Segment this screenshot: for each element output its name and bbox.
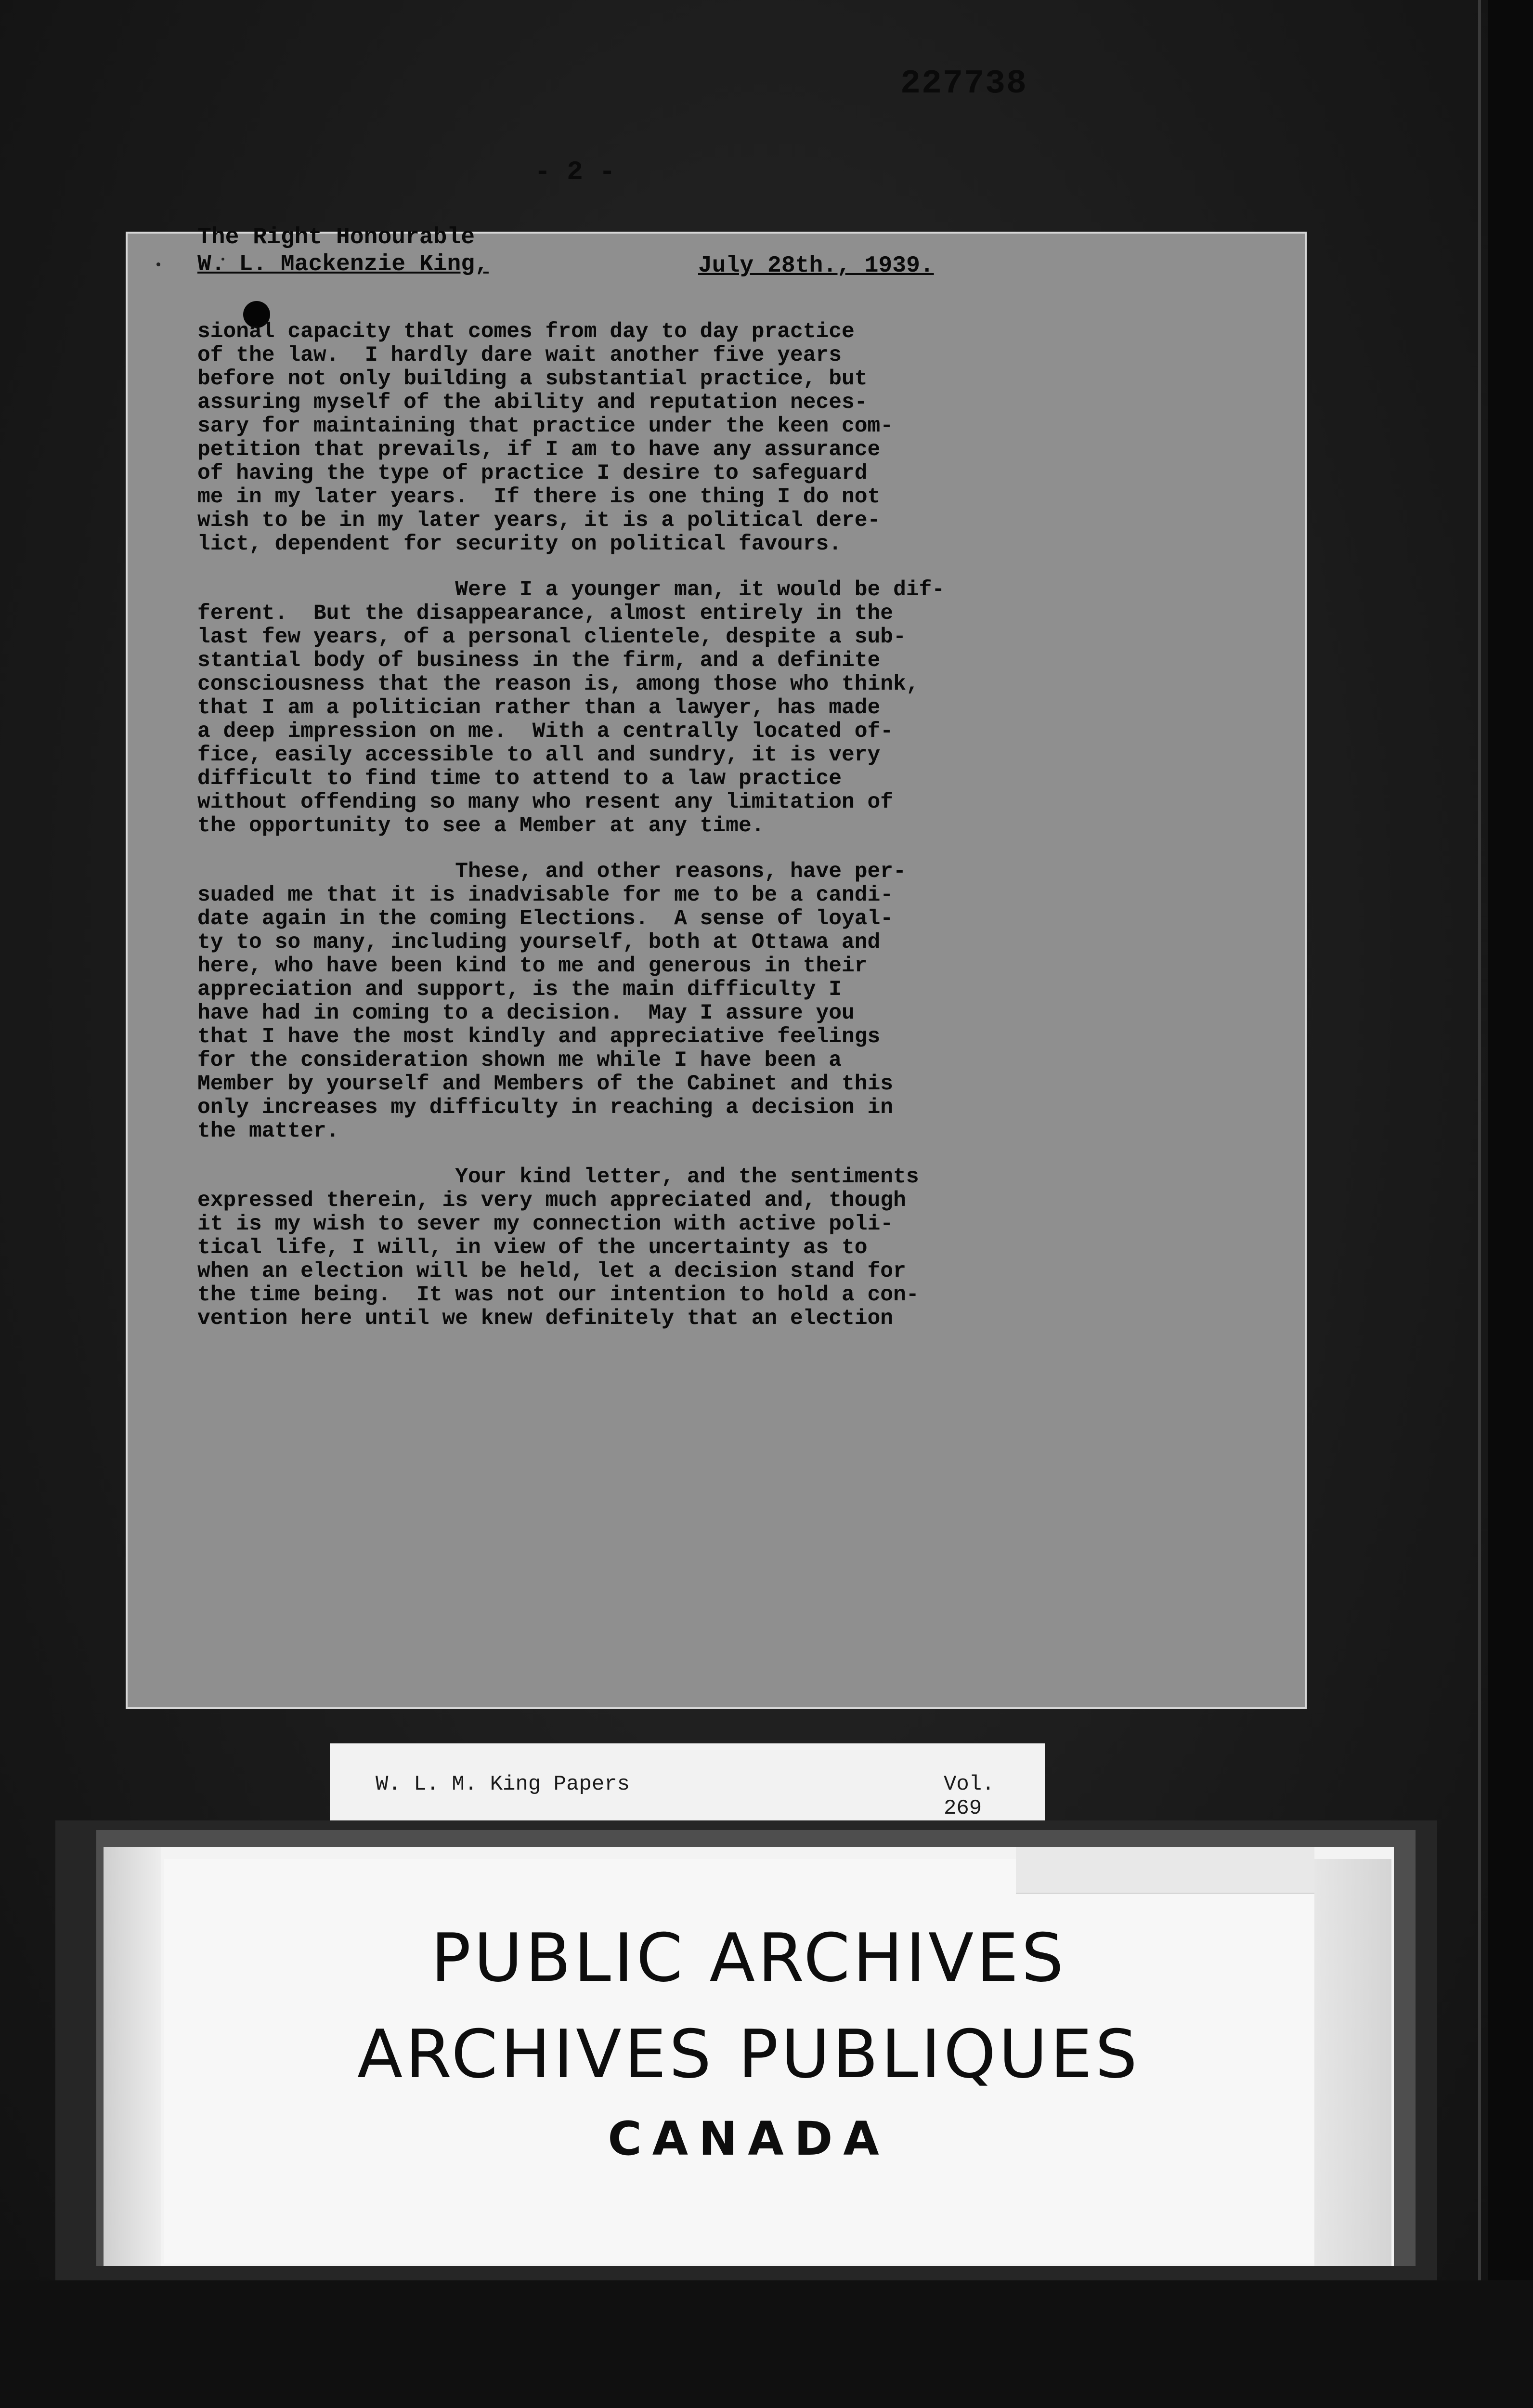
- letter-line: Member by yourself and Members of the Cabinet and this: [197, 1072, 894, 1096]
- letter-line: a deep impression on me. With a centrally located of-: [197, 720, 894, 744]
- film-edge-line: [1478, 0, 1481, 2408]
- letter-line: wish to be in my later years, it is a political dere-: [197, 509, 881, 533]
- letter-line: sary for maintaining that practice under the keen com-: [197, 414, 894, 438]
- letter-date: July 28th., 1939.: [698, 253, 934, 279]
- letter-line: assuring myself of the ability and reputation neces-: [197, 391, 868, 415]
- archives-title-en: PUBLIC ARCHIVES: [430, 1919, 1067, 1997]
- letter-line: ferent. But the disappearance, almost entirely in the: [197, 602, 894, 626]
- letter-paragraph: [197, 578, 1151, 838]
- letter-line: sional capacity that comes from day to day practice: [197, 320, 855, 344]
- letter-paragraph: [197, 1165, 1151, 1331]
- letter-line: the opportunity to see a Member at any time.: [197, 814, 765, 838]
- letter-paragraph: [197, 860, 1151, 1143]
- addressee-name: W. L. Mackenzie King,: [197, 251, 489, 277]
- letter-line: tical life, I will, in view of the uncertainty as to: [197, 1236, 868, 1260]
- letter-line: ty to so many, including yourself, both at Ottawa and: [197, 930, 881, 955]
- film-bottom-strip: [0, 2280, 1533, 2408]
- letter-body: [197, 320, 1151, 1353]
- letter-line: lict, dependent for security on political favours.: [197, 532, 842, 556]
- film-edge: [1488, 0, 1533, 2408]
- addressee: [197, 224, 631, 278]
- letter-line: the time being. It was not our intention to hold a con-: [197, 1283, 919, 1307]
- letter-line: before not only building a substantial practice, but: [197, 367, 868, 391]
- letter-line: Your kind letter, and the sentiments: [197, 1165, 919, 1189]
- letter-line: the matter.: [197, 1119, 339, 1143]
- archives-title-fr: ARCHIVES PUBLIQUES: [357, 2015, 1141, 2093]
- addressee-title: The Right Honourable: [197, 224, 475, 250]
- letter-line: difficult to find time to attend to a law practice: [197, 767, 842, 791]
- letter-line: that I am a politician rather than a lawyer, has made: [197, 696, 881, 720]
- collection-name: W. L. M. King Papers: [376, 1772, 630, 1796]
- letter-line: that I have the most kindly and appreciative feelings: [197, 1025, 881, 1049]
- letter-line: fice, easily accessible to all and sundry, it is very: [197, 743, 881, 767]
- letter-line: have had in coming to a decision. May I assure you: [197, 1001, 855, 1025]
- letter-line: here, who have been kind to me and generous in their: [197, 954, 868, 978]
- letter-line: of the law. I hardly dare wait another five years: [197, 343, 842, 367]
- document-number: 227738: [900, 65, 1028, 103]
- letter-line: stantial body of business in the firm, and a definite: [197, 649, 881, 673]
- letter-paragraph: [197, 320, 1151, 556]
- letter-line: expressed therein, is very much appreciated and, though: [197, 1189, 906, 1213]
- letter-line: last few years, of a personal clientele, despite a sub-: [197, 625, 906, 649]
- paper-speck: [156, 262, 160, 266]
- archives-country: CANADA: [608, 2112, 890, 2166]
- letter-line: when an election will be held, let a decision stand for: [197, 1259, 906, 1283]
- letter-line: date again in the coming Elections. A sense of loyal-: [197, 907, 894, 931]
- letter-line: These, and other reasons, have per-: [197, 860, 906, 884]
- letter-line: Were I a younger man, it would be dif-: [197, 578, 945, 602]
- letter-line: appreciation and support, is the main difficulty I: [197, 978, 842, 1002]
- letter-line: suaded me that it is inadvisable for me to be a candi-: [197, 883, 894, 907]
- letter-line: consciousness that the reason is, among those who think,: [197, 672, 919, 696]
- letter-line: of having the type of practice I desire to safeguard: [197, 461, 868, 485]
- tape-strip: [1016, 1847, 1314, 1894]
- letter-line: only increases my difficulty in reaching a decision in: [197, 1096, 894, 1120]
- letter-line: for the consideration shown me while I have been a: [197, 1048, 842, 1073]
- letter-line: vention here until we knew definitely that an election: [197, 1307, 894, 1331]
- volume-number: Vol. 269: [944, 1772, 995, 1820]
- page-number: - 2 -: [534, 157, 616, 187]
- letter-line: petition that prevails, if I am to have any assurance: [197, 438, 881, 462]
- letter-line: without offending so many who resent any limitation of: [197, 790, 894, 814]
- letter-line: it is my wish to sever my connection with active poli-: [197, 1212, 894, 1236]
- letter-line: me in my later years. If there is one thing I do not: [197, 485, 881, 509]
